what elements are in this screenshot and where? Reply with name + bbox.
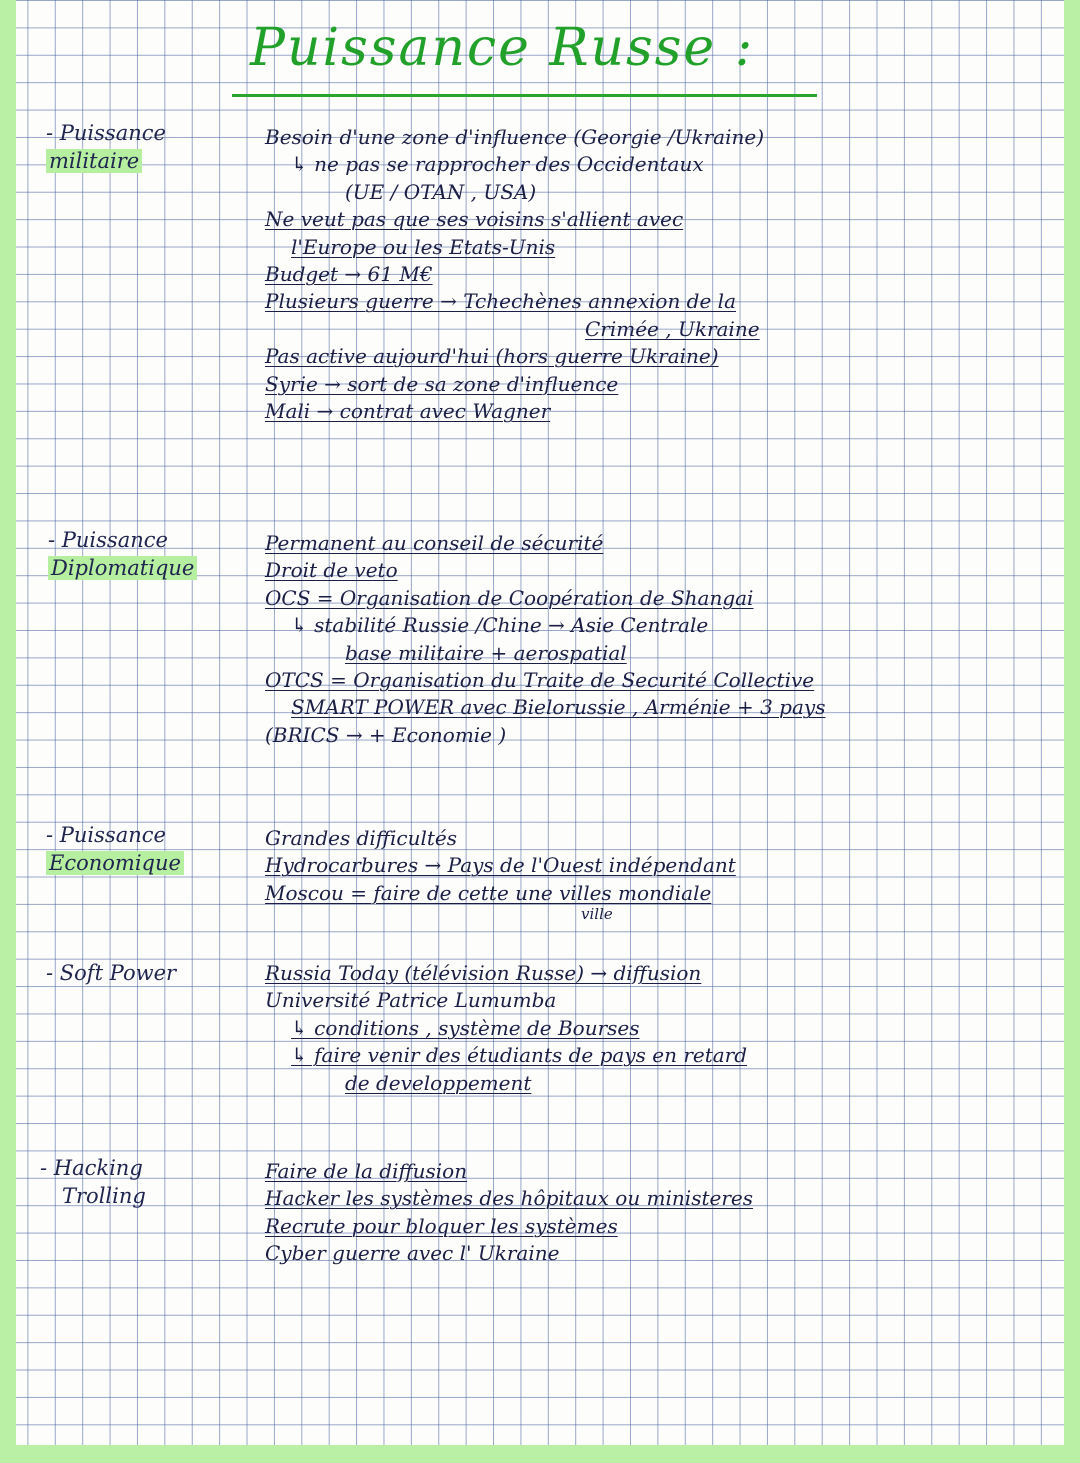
- correction-note: ville: [581, 905, 613, 924]
- label-highlight: militaire: [46, 149, 142, 173]
- section-label-militaire: [46, 120, 261, 175]
- note-line: ↳ stabilité Russie /Chine → Asie Centrale: [291, 613, 709, 638]
- label-line: - Hacking: [40, 1156, 143, 1180]
- note-line: Pas active aujourd'hui (hors guerre Ukraine): [265, 344, 719, 369]
- note-line: (BRICS → + Economie ): [265, 722, 507, 747]
- section-content-militaire: [265, 124, 1045, 425]
- note-line: Permanent au conseil de sécurité: [265, 531, 604, 555]
- section-content-economique: [265, 825, 1045, 924]
- section-content-soft-power: [265, 960, 1045, 1097]
- note-line: Syrie → sort de sa zone d'influence: [265, 371, 619, 396]
- section-label-diplomatique: [48, 527, 263, 582]
- note-line: Mali → contrat avec Wagner: [265, 399, 551, 424]
- note-line: Moscou = faire de cette une villes mondiale: [265, 880, 712, 905]
- note-line: Droit de veto: [265, 558, 398, 583]
- section-label-hacking: [40, 1155, 255, 1210]
- label-line: - Puissance: [46, 121, 166, 145]
- label-line: - Puissance: [46, 823, 166, 847]
- note-line: Hydrocarbures → Pays de l'Ouest indépendant: [265, 853, 736, 878]
- note-line: OCS = Organisation de Coopération de Shangai: [265, 585, 754, 610]
- note-line: Crimée , Ukraine: [585, 316, 760, 341]
- page-title: Puissance Russe :: [250, 18, 755, 78]
- section-label-soft-power: [46, 960, 261, 988]
- note-line: ↳ conditions , système de Bourses: [291, 1015, 640, 1040]
- note-line: Ne veut pas que ses voisins s'allient avec: [265, 207, 684, 232]
- note-line: Faire de la diffusion: [265, 1159, 468, 1183]
- note-line: Recrute pour bloquer les systèmes: [265, 1213, 618, 1238]
- right-margin-strip: [1064, 0, 1080, 1463]
- note-line: Budget → 61 M€: [265, 262, 433, 287]
- note-line: Besoin d'une zone d'influence (Georgie /Ukraine): [265, 125, 765, 149]
- note-line: Université Patrice Lumumba: [265, 988, 557, 1013]
- section-content-diplomatique: [265, 530, 1045, 749]
- note-line: OTCS = Organisation du Traite de Securité Collective: [265, 668, 815, 693]
- note-line: Russia Today (télévision Russe) → diffusion: [265, 961, 702, 985]
- note-line: Hacker les systèmes des hôpitaux ou ministeres: [265, 1186, 753, 1211]
- section-label-economique: [46, 822, 261, 877]
- label-line: - Soft Power: [46, 961, 177, 985]
- note-line: Plusieurs guerre → Tchechènes annexion de la: [265, 289, 736, 314]
- title-underline: [232, 94, 817, 97]
- label-highlight: Diplomatique: [48, 556, 197, 580]
- bottom-margin-strip: [0, 1445, 1080, 1463]
- label-line: Trolling: [62, 1183, 146, 1208]
- note-line: Cyber guerre avec l' Ukraine: [265, 1241, 560, 1266]
- note-line: de developpement: [345, 1070, 532, 1095]
- note-line: SMART POWER avec Bielorussie , Arménie + 3 pays: [291, 695, 826, 720]
- note-line: l'Europe ou les Etats-Unis: [291, 234, 556, 259]
- note-line: Grandes difficultés: [265, 826, 457, 850]
- label-line: - Puissance: [48, 528, 168, 552]
- label-highlight: Economique: [46, 851, 184, 875]
- note-line: (UE / OTAN , USA): [345, 179, 537, 204]
- section-content-hacking: [265, 1158, 1045, 1268]
- note-line: base militaire + aerospatial: [345, 640, 627, 665]
- note-line: ↳ ne pas se rapprocher des Occidentaux: [291, 152, 704, 177]
- left-margin-strip: [0, 0, 16, 1463]
- note-line: ↳ faire venir des étudiants de pays en retard: [291, 1043, 748, 1068]
